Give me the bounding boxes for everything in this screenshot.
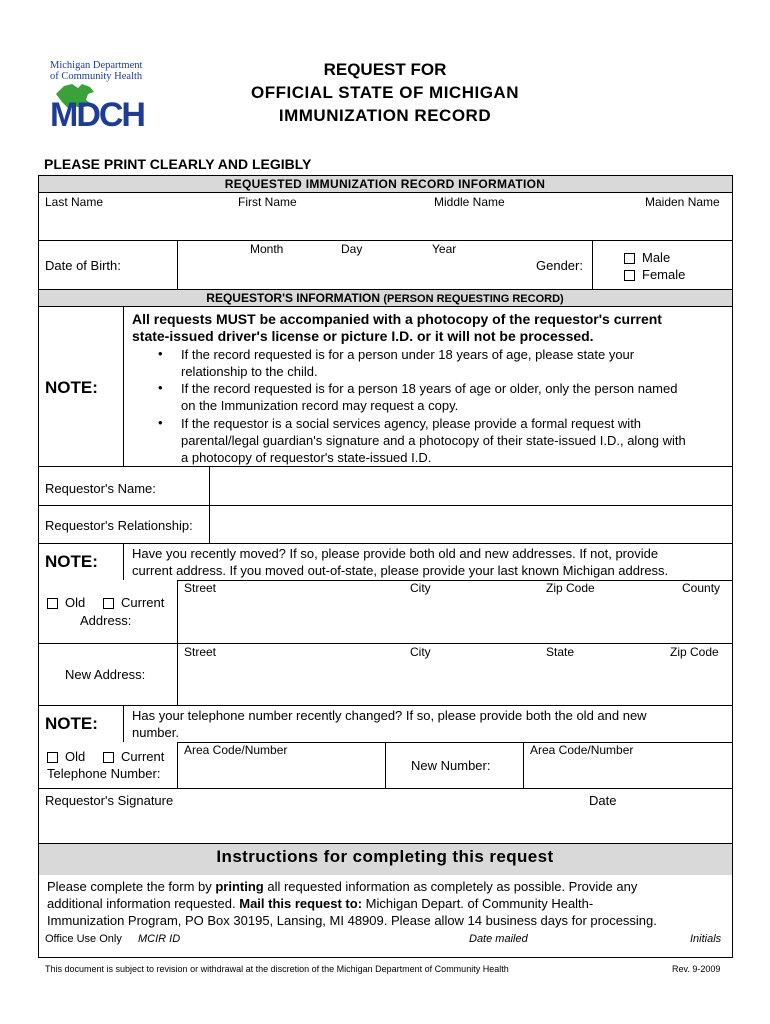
note1-bold-line1: All requests MUST be accompanied with a photocopy of the requestor's current: [132, 311, 662, 327]
new-street-label: Street: [184, 645, 217, 659]
requestor-name-label: Requestor's Name:: [45, 481, 156, 496]
maiden-name-label: Maiden Name: [645, 195, 720, 209]
old-address-field[interactable]: [179, 596, 730, 641]
note1-b2-line2: on the Immunization record may request a copy.: [181, 398, 459, 413]
title-line1: REQUEST FOR: [323, 60, 447, 79]
note1-b3-line2: parental/legal guardian's signature and a photocopy of their state-issued I.D., along with: [181, 433, 686, 448]
current-phone-checkbox[interactable]: [103, 752, 114, 763]
date-of-birth-label: Date of Birth:: [45, 258, 121, 273]
instructions-line3: Immunization Program, PO Box 30195, Lansing, MI 48909. Please allow 14 business days for processing.: [47, 913, 657, 928]
instructions-line2: additional information requested. Mail this request to: Michigan Depart. of Community Health-: [47, 896, 594, 911]
footer-disclaimer: This document is subject to revision or withdrawal at the discretion of the Michigan Department of Community Health: [45, 964, 509, 974]
gender-label: Gender:: [536, 258, 583, 273]
note3-line1: Has your telephone number recently changed? If so, please provide both the old and new: [132, 708, 647, 723]
new-phone-field[interactable]: [525, 758, 730, 786]
requestor-relationship-field[interactable]: [211, 507, 730, 541]
section2-heading-sub: (PERSON REQUESTING RECORD): [383, 293, 564, 305]
bullet-3: •: [158, 415, 163, 430]
note1-b1-line2: relationship to the child.: [181, 364, 318, 379]
title-line3: IMMUNIZATION RECORD: [278, 106, 492, 125]
new-address-field[interactable]: [179, 660, 730, 703]
note1-b2-line1: If the record requested is for a person 18 years of age or older, only the person named: [181, 381, 678, 396]
mcir-id-label: MCIR ID: [138, 933, 181, 945]
female-checkbox[interactable]: [624, 270, 635, 281]
office-use-label: Office Use Only: [45, 933, 122, 945]
area-code-label-2: Area Code/Number: [530, 743, 634, 757]
date-label: Date: [589, 793, 617, 808]
first-name-label: First Name: [238, 195, 297, 209]
new-zip-code-label: Zip Code: [670, 645, 719, 659]
day-label: Day: [341, 242, 363, 256]
old-phone-checkbox[interactable]: [47, 752, 58, 763]
section2-heading: [38, 291, 732, 305]
note2-line2: current address. If you moved out-of-state, please provide your last known Michigan address.: [132, 563, 669, 578]
revision-number: Rev. 9-2009: [672, 964, 721, 974]
date-mailed-label: Date mailed: [469, 933, 528, 945]
new-address-label: New Address:: [65, 667, 146, 682]
signature-field[interactable]: [40, 810, 580, 841]
old-phone-option[interactable]: Old: [47, 749, 85, 764]
old-address-checkbox[interactable]: [47, 598, 58, 609]
old-phone-field[interactable]: [179, 758, 383, 786]
note3-line2: number.: [132, 725, 179, 740]
note1-label: NOTE:: [45, 378, 98, 397]
logo-dept-line2: of Community Health: [50, 71, 143, 82]
current-address-checkbox[interactable]: [103, 598, 114, 609]
maiden-name-field[interactable]: [625, 210, 730, 238]
current-address-option[interactable]: Current: [103, 595, 164, 610]
note1-b3-line3: a photocopy of requestor's state-issued I.D.: [181, 450, 432, 465]
old-address-option[interactable]: Old: [47, 595, 85, 610]
note1-b1-line1: If the record requested is for a person under 18 years of age, please state your: [181, 347, 635, 362]
last-name-field[interactable]: [40, 210, 230, 238]
title-line2: OFFICIAL STATE OF MICHIGAN: [251, 83, 519, 102]
gender-female-option[interactable]: Female: [624, 267, 685, 282]
requestor-relationship-label: Requestor's Relationship:: [45, 518, 193, 533]
middle-name-field[interactable]: [430, 210, 620, 238]
note3-label: NOTE:: [45, 714, 98, 733]
new-number-label: New Number:: [411, 758, 491, 773]
telephone-number-label: Telephone Number:: [47, 766, 161, 781]
instructions-line1: Please complete the form by printing all requested information as completely as possible. Provide any: [47, 879, 638, 894]
bullet-2: •: [158, 380, 163, 395]
note1-b3-line1: If the requestor is a social services agency, please provide a formal request with: [181, 416, 642, 431]
gender-male-option[interactable]: Male: [624, 250, 670, 265]
print-instruction: PLEASE PRINT CLEARLY AND LEGIBLY: [44, 156, 312, 172]
initials-label: Initials: [690, 933, 722, 945]
state-label: State: [546, 645, 575, 659]
zip-code-label: Zip Code: [546, 581, 595, 595]
bullet-1: •: [158, 346, 163, 361]
note2-line1: Have you recently moved? If so, please provide both old and new addresses. If not, provide: [132, 546, 659, 561]
note1-bold-line2: state-issued driver's license or picture I.D. or it will not be processed.: [132, 328, 594, 344]
address-label: Address:: [80, 613, 132, 628]
new-city-label: City: [410, 645, 431, 659]
note2-label: NOTE:: [45, 552, 98, 571]
year-label: Year: [432, 242, 457, 256]
logo-dept-line1: Michigan Department: [50, 60, 143, 71]
logo-mark: MDCH: [50, 96, 144, 134]
last-name-label: Last Name: [45, 195, 104, 209]
instructions-heading: Instructions for completing this request: [216, 847, 554, 866]
logo: [44, 60, 144, 135]
city-label: City: [410, 581, 431, 595]
month-label: Month: [250, 242, 284, 256]
street-label: Street: [184, 581, 217, 595]
area-code-label-1: Area Code/Number: [184, 743, 288, 757]
county-label: County: [682, 581, 721, 595]
male-checkbox[interactable]: [624, 253, 635, 264]
signature-label: Requestor's Signature: [45, 793, 174, 808]
date-field[interactable]: [585, 810, 730, 841]
date-of-birth-field[interactable]: [179, 256, 524, 287]
section2-heading-main: REQUESTOR'S INFORMATION: [206, 291, 381, 305]
first-name-field[interactable]: [235, 210, 425, 238]
middle-name-label: Middle Name: [434, 195, 505, 209]
current-phone-option[interactable]: Current: [103, 749, 164, 764]
section1-heading: REQUESTED IMMUNIZATION RECORD INFORMATION: [224, 177, 546, 191]
requestor-name-field[interactable]: [211, 468, 730, 503]
